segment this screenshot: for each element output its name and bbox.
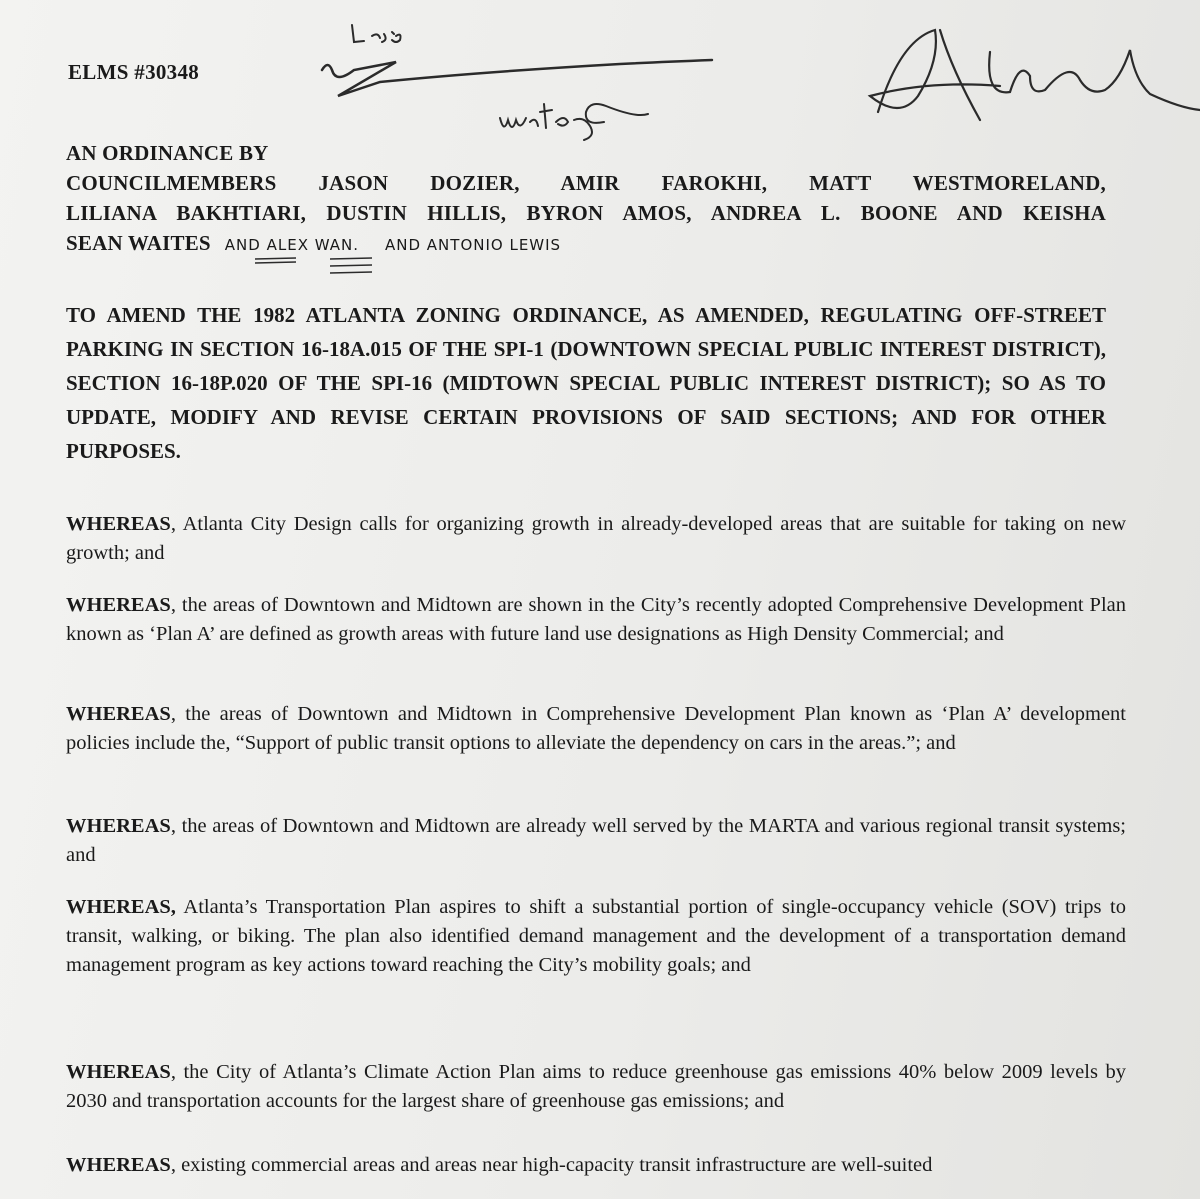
whereas-clause (66, 591, 1126, 649)
heading-line: AN ORDINANCE BY (66, 141, 269, 165)
heading-line-last (66, 228, 1106, 260)
clause-text: Atlanta’s Transportation Plan aspires to shift a substantial portion of single-occupancy vehicle (SOV) trips to transit, walking, or biking. The plan also identified demand management and the development of a transportation demand management program as key actions toward reaching the City’s mobility goals; and (66, 896, 1126, 976)
clause-text: , the areas of Downtown and Midtown are already well served by the MARTA and various regional transit systems; and (66, 815, 1126, 866)
ordinance-heading (66, 138, 1106, 260)
heading-line: COUNCILMEMBERS JASON DOZIER, AMIR FAROKHI, MATT WESTMORELAND, (66, 171, 1106, 195)
whereas-label: WHEREAS, (66, 896, 176, 918)
clause-text: , existing commercial areas and areas near high-capacity transit infrastructure are well-suited (170, 1154, 933, 1176)
clause-text: , the City of Atlanta’s Climate Action Plan aims to reduce greenhouse gas emissions 40% below 2009 levels by 2030 and transportation accounts for the largest share of greenhouse gas emissions; and (66, 1061, 1126, 1112)
heading-line: LILIANA BAKHTIARI, DUSTIN HILLIS, BYRON AMOS, ANDREA L. BOONE AND KEISHA (66, 201, 1106, 225)
whereas-label: WHEREAS (66, 594, 171, 616)
whereas-clause (66, 812, 1126, 870)
clause-text: , the areas of Downtown and Midtown in Comprehensive Development Plan known as ‘Plan A’ development policies include the, “Support of public transit options to alleviate the dependency on cars in the areas.”; and (66, 703, 1126, 754)
clause-text: , the areas of Downtown and Midtown are shown in the City’s recently adopted Comprehensive Development Plan known as ‘Plan A’ are defined as growth areas with future land use designations as High Density Commercial; and (66, 594, 1126, 645)
handwritten-insert-antonio-lewis: AND ANTONIO LEWIS (385, 236, 562, 254)
whereas-clause (66, 510, 1126, 568)
whereas-clause (66, 1151, 1126, 1180)
whereas-clause (66, 1058, 1126, 1116)
whereas-label: WHEREAS (66, 703, 171, 725)
whereas-label: WHEREAS (66, 815, 171, 837)
heading-line: SEAN WAITES (66, 231, 211, 255)
handwritten-insert-alex-wan: AND ALEX WAN. (224, 236, 359, 254)
whereas-label: WHEREAS (66, 1154, 171, 1176)
whereas-label: WHEREAS (66, 513, 171, 535)
whereas-clause (66, 893, 1126, 980)
clause-text: , Atlanta City Design calls for organizing growth in already-developed areas that are suitable for taking on new growth; and (66, 513, 1126, 564)
ordinance-title: TO AMEND THE 1982 ATLANTA ZONING ORDINANCE, AS AMENDED, REGULATING OFF-STREET PARKING IN SECTION 16-18A.015 OF THE SPI-1 (DOWNTOWN SPECIAL PUBLIC INTEREST DISTRICT), SECTION 16-18P.020 OF THE SPI-16 (MIDTOWN SPECIAL PUBLIC INTEREST DISTRICT); SO AS TO UPDATE, MODIFY AND REVISE CERTAIN PROVISIONS OF SAID SECTIONS; AND FOR OTHER PURPOSES. (66, 303, 1106, 463)
elms-number: ELMS #30348 (68, 60, 200, 84)
whereas-label: WHEREAS (66, 1061, 171, 1083)
whereas-clause (66, 700, 1126, 758)
